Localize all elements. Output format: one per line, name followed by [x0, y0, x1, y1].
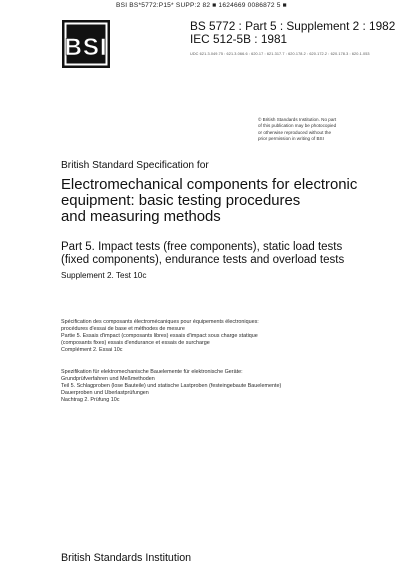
copyright-note — [258, 117, 408, 142]
document-title — [61, 177, 411, 226]
copyright-line: prior permission in writing of BSI — [258, 135, 324, 141]
title-line: and measuring methods — [61, 209, 221, 226]
supplement-label: Supplement 2. Test 10c — [61, 271, 147, 280]
german-title-block — [61, 369, 401, 404]
german-line: Teil 5. Schlagproben (lose Bauteile) und statische Lastproben (festeingebaute Bauelemente) — [61, 382, 282, 389]
german-line: Dauerproben und Überlastprüfungen — [61, 389, 149, 396]
part-line: (fixed components), endurance tests and overload tests — [61, 253, 345, 266]
title-line: Electromechanical components for electronic — [61, 177, 358, 193]
copyright-line: of this publication may be photocopied — [258, 123, 337, 129]
part-line: Part 5. Impact tests (free components), static load tests — [61, 241, 343, 253]
title-line: equipment: basic testing procedures — [61, 193, 301, 210]
french-title-block — [61, 319, 391, 354]
copyright-line: or otherwise reproduced without the — [258, 129, 332, 135]
standard-number-bs: BS 5772 : Part 5 : Supplement 2 : 1982 — [190, 19, 396, 33]
spec-label: British Standard Specification for — [61, 160, 209, 171]
standard-numbers — [190, 20, 395, 46]
udc-line: UDC 621.3.049.75 : 621.3.066.6 : 620.17 : 621.317.7 : 620.178.2 : 620.172.2 : 620.178.3 : 620.1.053 — [190, 52, 370, 56]
german-line: Spezifikation für elektromechanische Bauelemente für elektronische Geräte: — [61, 369, 243, 375]
german-line: Grundprüfverfahren und Meßmethoden — [61, 375, 155, 382]
german-line: Nachtrag 2. Prüfung 10c — [61, 396, 120, 403]
french-line: procédures d'essai de base et méthodes de mesure — [61, 325, 185, 332]
french-line: (composants fixes) essais d'endurance et essais de surcharge — [61, 339, 210, 346]
french-line: Complément 2. Essai 10c — [61, 346, 123, 353]
logo-text: BSI — [64, 34, 108, 61]
publisher-name: British Standards Institution — [61, 552, 192, 564]
standard-number-iec: IEC 512-5B : 1981 — [190, 32, 288, 46]
copyright-line: © British Standards Institution. No part — [258, 117, 337, 122]
bsi-logo — [61, 19, 111, 69]
french-line: Partie 5. Essais d'impact (composants libres) essais d'impact sous charge statique — [61, 332, 258, 339]
part-title — [61, 241, 411, 266]
header-line: BSI BS*5772:P15* SUPP:2 82 ■ 1624669 0086872 5 ■ — [116, 2, 287, 9]
french-line: Spécification des composants électromécaniques pour équipements électroniques: — [61, 319, 259, 325]
